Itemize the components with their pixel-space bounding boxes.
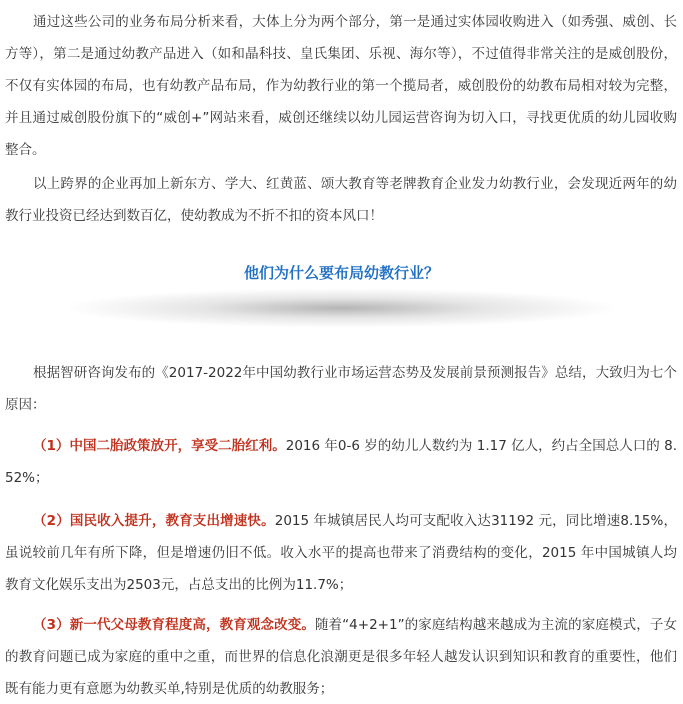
section-heading: 他们为什么要布局幼教行业？ xyxy=(243,264,439,282)
reason-3-title: （3）新一代父母教育程度高，教育观念改变。 xyxy=(33,617,315,633)
reason-2-body: 2015 年城镇居民人均可支配收入达31192 元，同比增速8.15%，虽说较前几年有所下降，但是增速仍旧不低。收入水平的提高也带来了消费结构的变化，2015 年中国城镇人均教育文化娱乐支出为2503元，占总支出的比例为11.7%； xyxy=(5,513,677,593)
reason-3-body: 随着“4+2+1”的家庭结构越来越成为主流的家庭模式，子女的教育问题已成为家庭的重中之重，而世界的信息化浪潮更是很多年轻人越发认识到知识和教育的重要性，他们既有能力更有意愿为幼教买单,特别是优质的幼教服务； xyxy=(5,617,677,697)
paragraph-company-layout: 通过这些公司的业务布局分析来看，大体上分为两个部分，第一是通过实体园收购进入（如秀强、威创、长方等），第二是通过幼教产品进入（如和晶科技、皇氏集团、乐视、海尔等），不过值得非常关注的是威创股份，不仅有实体园的布局，也有幼教产品布局，作为幼教行业的第一个揽局者，威创股份的幼教布局相对较为完整，并且通过威创股份旗下的“威创+”网站来看，威创还继续以幼儿园运营咨询为切入口，寻找更优质的幼儿园收购整合。 xyxy=(5,14,677,158)
reason-1-title: （1）中国二胎政策放开，享受二胎红利。 xyxy=(33,438,286,454)
paragraph-report-summary: 根据智研咨询发布的《2017-2022年中国幼教行业市场运营态势及发展前景预测报告》总结，大致归为七个原因： xyxy=(5,365,677,413)
paragraph-reason-1 xyxy=(5,430,677,494)
reason-2-title: （2）国民收入提升，教育支出增速快。 xyxy=(33,513,275,529)
paragraph-cross-border-investment: 以上跨界的企业再加上新东方、学大、红黄蓝、颂大教育等老牌教育企业发力幼教行业，会发现近两年的幼教行业投资已经达到数百亿，使幼教成为不折不扣的资本风口！ xyxy=(5,176,677,224)
paragraph-reason-2 xyxy=(5,505,677,601)
heading-shadow-divider xyxy=(60,288,623,328)
reason-1-body: 2016 年0-6 岁的幼儿人数约为 1.17 亿人，约占全国总人口的 8.52%； xyxy=(5,438,677,486)
paragraph-reason-3 xyxy=(5,609,677,704)
